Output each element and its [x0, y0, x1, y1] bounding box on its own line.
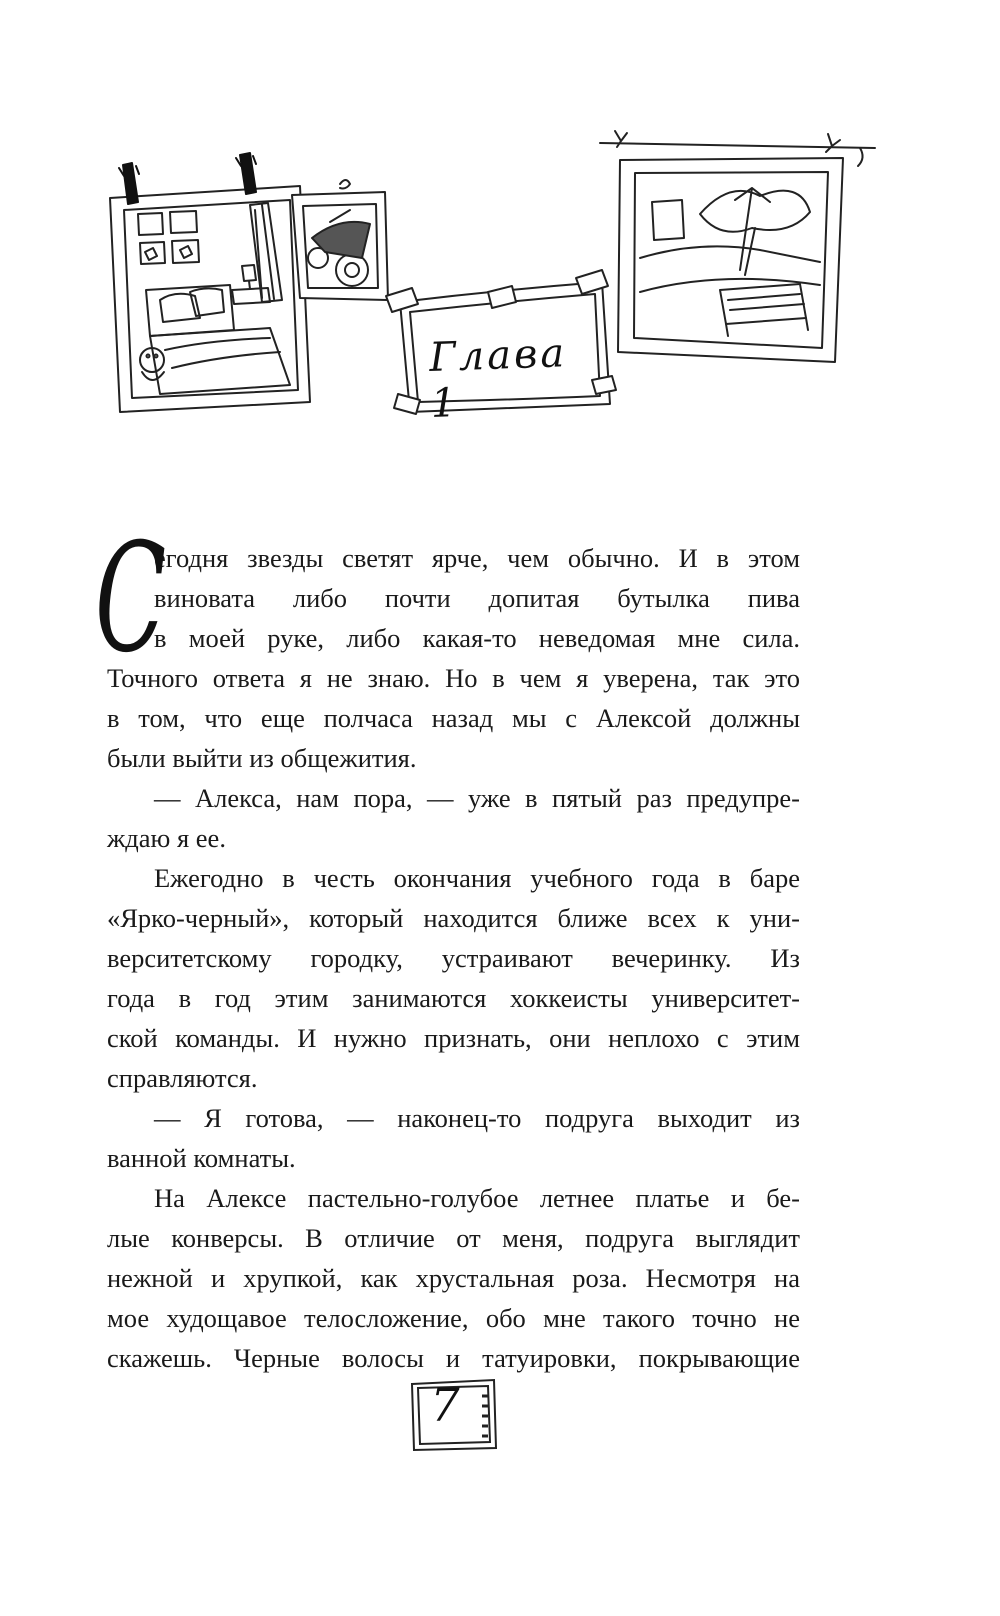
drop-cap: С [95, 512, 167, 686]
text-line: виновата либо почти допитая бутылка пива [154, 583, 800, 613]
text-line: Ежегодно в честь окончания учебного года в баре [154, 863, 800, 893]
text-line: в моей руке, либо какая-то неведомая мне сила. [154, 623, 800, 653]
text-line: лые конверсы. В отличие от меня, подруга выглядит [107, 1223, 800, 1253]
bedroom-photo-icon [110, 186, 310, 412]
page-number: 7 [430, 1378, 460, 1432]
motorcycle-photo-icon [292, 180, 388, 300]
text-line: года в год этим занимаются хоккеисты университет- [107, 983, 800, 1013]
text-line: «Ярко-черный», который находится ближе всех к уни- [107, 903, 800, 933]
text-line: в том, что еще полчаса назад мы с Алексой должны [107, 703, 800, 733]
park-bench-photo-icon [600, 131, 875, 362]
text-line: — Я готова, — наконец-то подруга выходит из [154, 1103, 800, 1133]
text-line: нежной и хрупкой, как хрустальная роза. Несмотря на [107, 1263, 800, 1293]
text-line: ждаю я ее. [107, 823, 226, 853]
text-line: верситетскому городку, устраивают вечеринку. Из [107, 943, 800, 973]
text-line: мое худощавое телосложение, обо мне такого точно не [107, 1303, 800, 1333]
text-line: справляются. [107, 1063, 258, 1093]
text-line: скажешь. Черные волосы и татуировки, покрывающие [107, 1343, 800, 1373]
text-line: егодня звезды светят ярче, чем обычно. И в этом [154, 543, 800, 573]
text-line: ванной комнаты. [107, 1143, 296, 1173]
text-line: — Алекса, нам пора, — уже в пятый раз предупре- [154, 783, 800, 813]
text-line: Точного ответа я не знаю. Но в чем я уверена, так это [107, 663, 800, 693]
text-line: были выйти из общежития. [107, 743, 417, 773]
chapter-body [95, 512, 800, 1378]
text-line: ской команды. И нужно признать, они неплохо с этим [107, 1023, 800, 1053]
text-line: На Алексе пастельно-голубое летнее платье и бе- [154, 1183, 800, 1213]
chapter-title: Глава 1 [428, 330, 568, 427]
